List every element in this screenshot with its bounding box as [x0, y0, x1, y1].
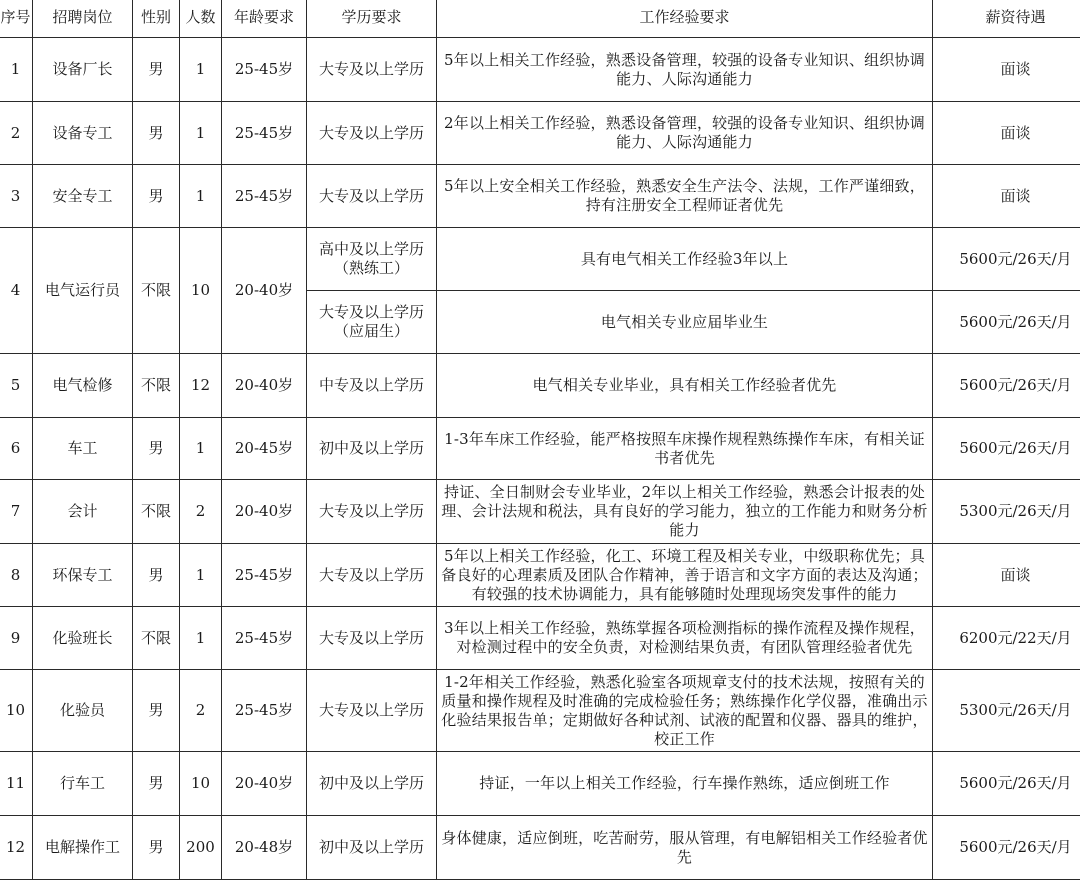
cell-education: 大专及以上学历 — [307, 670, 437, 752]
cell-salary: 面谈 — [933, 102, 1080, 165]
cell-salary: 面谈 — [933, 165, 1080, 228]
cell-salary: 5600元/26天/月 — [933, 816, 1080, 880]
cell-experience: 持证、全日制财会专业毕业，2年以上相关工作经验，熟悉会计报表的处理、会计法规和税法，具有良好的学习能力，独立的工作能力和财务分析能力 — [437, 480, 933, 544]
cell-no: 5 — [0, 354, 33, 418]
cell-gender: 男 — [133, 670, 180, 752]
cell-salary: 5600元/26天/月 — [933, 418, 1080, 480]
cell-experience: 1-3年车床工作经验，能严格按照车床操作规程熟练操作车床，有相关证书者优先 — [437, 418, 933, 480]
table-row — [0, 354, 1080, 418]
cell-gender: 不限 — [133, 607, 180, 670]
cell-salary: 面谈 — [933, 544, 1080, 607]
table-row — [0, 752, 1080, 816]
cell-age: 25-45岁 — [222, 544, 307, 607]
cell-age: 20-40岁 — [222, 480, 307, 544]
header-salary: 薪资待遇 — [933, 0, 1080, 38]
cell-salary: 面谈 — [933, 38, 1080, 102]
table-row — [0, 165, 1080, 228]
cell-age: 25-45岁 — [222, 607, 307, 670]
cell-experience: 5年以上相关工作经验，熟悉设备管理，较强的设备专业知识、组织协调能力、人际沟通能力 — [437, 38, 933, 102]
cell-experience: 1-2年相关工作经验，熟悉化验室各项规章支付的技术法规，按照有关的质量和操作规程及时准确的完成检验任务；熟练操作化学仪器，准确出示化验结果报告单；定期做好各种试剂、试液的配置和仪器、器具的维护，校正工作 — [437, 670, 933, 752]
cell-position: 设备厂长 — [33, 38, 133, 102]
cell-age: 20-45岁 — [222, 418, 307, 480]
cell-age: 25-45岁 — [222, 165, 307, 228]
table-row — [0, 38, 1080, 102]
cell-position: 电解操作工 — [33, 816, 133, 880]
cell-position: 环保专工 — [33, 544, 133, 607]
education-level: 大专及以上学历 — [307, 303, 436, 322]
cell-count: 1 — [180, 544, 222, 607]
cell-gender: 男 — [133, 38, 180, 102]
cell-count: 10 — [180, 228, 222, 354]
cell-gender: 不限 — [133, 354, 180, 418]
cell-no: 7 — [0, 480, 33, 544]
table-row — [0, 228, 1080, 291]
cell-experience: 持证，一年以上相关工作经验，行车操作熟练，适应倒班工作 — [437, 752, 933, 816]
header-education: 学历要求 — [307, 0, 437, 38]
cell-no: 4 — [0, 228, 33, 354]
cell-position: 电气运行员 — [33, 228, 133, 354]
cell-no: 8 — [0, 544, 33, 607]
education-level: 高中及以上学历 — [307, 240, 436, 259]
cell-experience: 2年以上相关工作经验，熟悉设备管理，较强的设备专业知识、组织协调能力、人际沟通能力 — [437, 102, 933, 165]
cell-age: 20-40岁 — [222, 228, 307, 354]
cell-age: 25-45岁 — [222, 102, 307, 165]
cell-gender: 男 — [133, 752, 180, 816]
header-no: 序号 — [0, 0, 33, 38]
cell-age: 25-45岁 — [222, 670, 307, 752]
cell-education: 初中及以上学历 — [307, 418, 437, 480]
cell-age: 20-48岁 — [222, 816, 307, 880]
cell-education: 初中及以上学历 — [307, 816, 437, 880]
cell-age: 20-40岁 — [222, 354, 307, 418]
table-row — [0, 102, 1080, 165]
cell-no: 1 — [0, 38, 33, 102]
education-note: （熟练工） — [307, 259, 436, 278]
header-position: 招聘岗位 — [33, 0, 133, 38]
cell-count: 1 — [180, 607, 222, 670]
cell-salary: 5600元/26天/月 — [933, 354, 1080, 418]
cell-gender: 男 — [133, 102, 180, 165]
cell-experience: 电气相关专业毕业，具有相关工作经验者优先 — [437, 354, 933, 418]
cell-education: 大专及以上学历 — [307, 165, 437, 228]
cell-salary: 5600元/26天/月 — [933, 752, 1080, 816]
cell-experience: 3年以上相关工作经验，熟练掌握各项检测指标的操作流程及操作规程，对检测过程中的安全负责，对检测结果负责，有团队管理经验者优先 — [437, 607, 933, 670]
cell-position: 化验员 — [33, 670, 133, 752]
header-experience: 工作经验要求 — [437, 0, 933, 38]
cell-education: 大专及以上学历 — [307, 38, 437, 102]
cell-education: 初中及以上学历 — [307, 752, 437, 816]
cell-count: 1 — [180, 418, 222, 480]
table-row — [0, 607, 1080, 670]
cell-position: 车工 — [33, 418, 133, 480]
cell-age: 25-45岁 — [222, 38, 307, 102]
table-row — [0, 816, 1080, 880]
cell-no: 6 — [0, 418, 33, 480]
cell-gender: 男 — [133, 816, 180, 880]
cell-count: 1 — [180, 165, 222, 228]
cell-position: 设备专工 — [33, 102, 133, 165]
cell-education: 中专及以上学历 — [307, 354, 437, 418]
cell-count: 2 — [180, 480, 222, 544]
table-row — [0, 418, 1080, 480]
cell-education — [307, 228, 437, 291]
cell-education: 大专及以上学历 — [307, 480, 437, 544]
cell-count: 10 — [180, 752, 222, 816]
cell-count: 1 — [180, 38, 222, 102]
cell-no: 3 — [0, 165, 33, 228]
cell-gender: 不限 — [133, 480, 180, 544]
cell-education: 大专及以上学历 — [307, 544, 437, 607]
cell-salary: 5300元/26天/月 — [933, 480, 1080, 544]
cell-count: 12 — [180, 354, 222, 418]
cell-no: 2 — [0, 102, 33, 165]
cell-no: 9 — [0, 607, 33, 670]
cell-salary: 5300元/26天/月 — [933, 670, 1080, 752]
cell-experience: 5年以上安全相关工作经验，熟悉安全生产法令、法规，工作严谨细致，持有注册安全工程师证者优先 — [437, 165, 933, 228]
cell-education: 大专及以上学历 — [307, 102, 437, 165]
cell-experience: 具有电气相关工作经验3年以上 — [437, 228, 933, 291]
cell-position: 会计 — [33, 480, 133, 544]
cell-gender: 男 — [133, 165, 180, 228]
cell-salary: 6200元/22天/月 — [933, 607, 1080, 670]
cell-count: 200 — [180, 816, 222, 880]
cell-gender: 男 — [133, 418, 180, 480]
table-row — [0, 480, 1080, 544]
header-gender: 性别 — [133, 0, 180, 38]
table-row — [0, 544, 1080, 607]
cell-education: 大专及以上学历 — [307, 607, 437, 670]
cell-no: 12 — [0, 816, 33, 880]
cell-no: 11 — [0, 752, 33, 816]
cell-position: 安全专工 — [33, 165, 133, 228]
cell-count: 2 — [180, 670, 222, 752]
header-age: 年龄要求 — [222, 0, 307, 38]
education-note: （应届生） — [307, 322, 436, 341]
cell-position: 电气检修 — [33, 354, 133, 418]
cell-education — [307, 291, 437, 354]
cell-salary: 5600元/26天/月 — [933, 228, 1080, 291]
cell-position: 行车工 — [33, 752, 133, 816]
cell-age: 20-40岁 — [222, 752, 307, 816]
cell-gender: 不限 — [133, 228, 180, 354]
cell-count: 1 — [180, 102, 222, 165]
table-header-row — [0, 0, 1080, 38]
cell-gender: 男 — [133, 544, 180, 607]
header-count: 人数 — [180, 0, 222, 38]
cell-experience: 身体健康，适应倒班，吃苦耐劳，服从管理，有电解铝相关工作经验者优先 — [437, 816, 933, 880]
cell-salary: 5600元/26天/月 — [933, 291, 1080, 354]
cell-position: 化验班长 — [33, 607, 133, 670]
cell-no: 10 — [0, 670, 33, 752]
table-row — [0, 670, 1080, 752]
cell-experience: 5年以上相关工作经验，化工、环境工程及相关专业，中级职称优先；具备良好的心理素质及团队合作精神，善于语言和文字方面的表达及沟通；有较强的技术协调能力，具有能够随时处理现场突发事件的能力 — [437, 544, 933, 607]
cell-experience: 电气相关专业应届毕业生 — [437, 291, 933, 354]
